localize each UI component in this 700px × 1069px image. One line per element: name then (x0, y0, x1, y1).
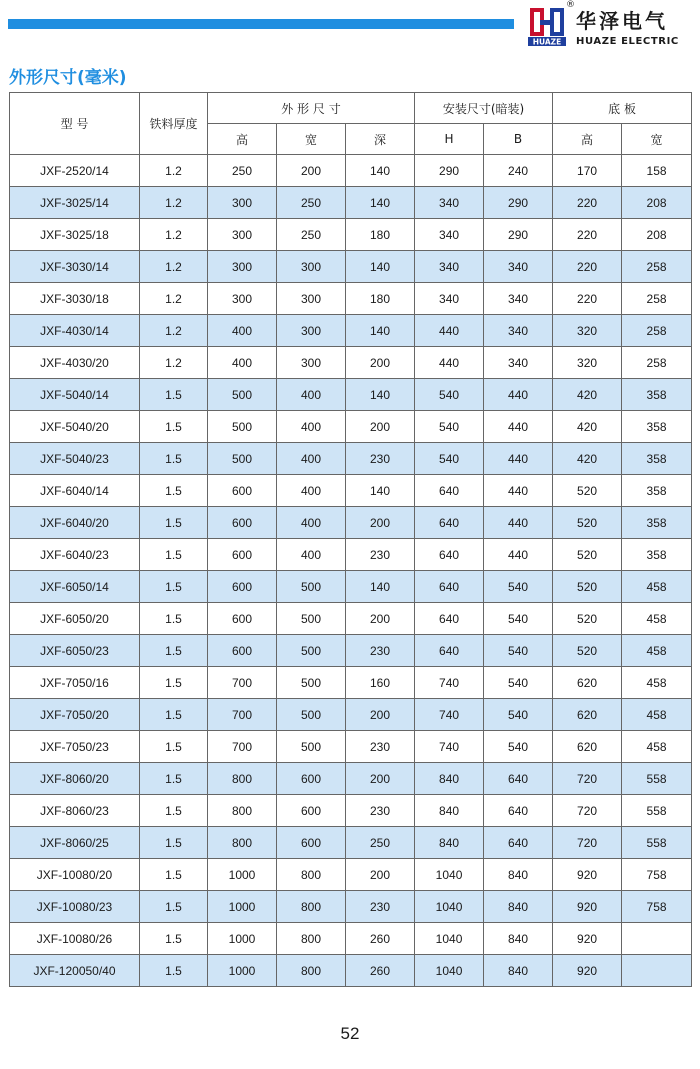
table-cell: JXF-6050/14 (10, 571, 140, 603)
table-row (10, 731, 692, 763)
table-cell: 440 (484, 475, 553, 507)
table-cell: 1.2 (140, 315, 208, 347)
table-cell: 500 (277, 699, 346, 731)
table-cell: 458 (622, 571, 692, 603)
header-accent-bar (8, 19, 514, 29)
table-cell: 558 (622, 827, 692, 859)
table-cell: 340 (484, 251, 553, 283)
table-row (10, 475, 692, 507)
table-cell: 840 (484, 923, 553, 955)
table-cell: 290 (484, 219, 553, 251)
table-cell: 540 (415, 443, 484, 475)
table-cell: 640 (484, 827, 553, 859)
table-row (10, 539, 692, 571)
table-cell: 800 (208, 763, 277, 795)
table-cell: 720 (553, 795, 622, 827)
table-cell: 140 (346, 475, 415, 507)
table-cell: 920 (553, 891, 622, 923)
table-cell: 230 (346, 795, 415, 827)
huaze-logo (528, 6, 566, 46)
table-cell: 200 (346, 603, 415, 635)
table-cell: JXF-6050/20 (10, 603, 140, 635)
table-cell: 300 (208, 219, 277, 251)
table-cell: 358 (622, 475, 692, 507)
table-cell: JXF-4030/20 (10, 347, 140, 379)
table-cell: 300 (208, 251, 277, 283)
table-cell: JXF-5040/23 (10, 443, 140, 475)
table-cell: 520 (553, 635, 622, 667)
table-cell: 200 (277, 155, 346, 187)
table-row (10, 155, 692, 187)
page-number: 52 (340, 1024, 360, 1043)
table-cell: 208 (622, 219, 692, 251)
table-cell: 290 (484, 187, 553, 219)
table-cell: 1.5 (140, 475, 208, 507)
section-title: 外形尺寸(毫米) (9, 68, 127, 88)
table-cell: 1.2 (140, 187, 208, 219)
table-cell: 640 (415, 539, 484, 571)
table-cell: 540 (484, 571, 553, 603)
table-row (10, 507, 692, 539)
table-row (10, 571, 692, 603)
table-cell: 440 (484, 539, 553, 571)
table-row (10, 315, 692, 347)
table-cell: 220 (553, 219, 622, 251)
table-cell: 1.5 (140, 635, 208, 667)
table-cell: 800 (277, 891, 346, 923)
table-cell: 1.5 (140, 763, 208, 795)
table-cell: 340 (484, 347, 553, 379)
table-cell: 358 (622, 379, 692, 411)
table-cell: 258 (622, 251, 692, 283)
table-cell: 600 (277, 763, 346, 795)
table-cell: 840 (484, 955, 553, 987)
table-row (10, 283, 692, 315)
table-row (10, 219, 692, 251)
table-cell: 340 (415, 283, 484, 315)
col-header-model: 型 号 (10, 93, 140, 155)
table-cell: 700 (208, 667, 277, 699)
table-cell: 500 (208, 411, 277, 443)
table-cell: 1000 (208, 923, 277, 955)
table-cell: 260 (346, 955, 415, 987)
table-cell: 700 (208, 699, 277, 731)
table-cell: 400 (277, 443, 346, 475)
table-cell: JXF-120050/40 (10, 955, 140, 987)
table-cell: JXF-10080/26 (10, 923, 140, 955)
table-cell: JXF-3025/14 (10, 187, 140, 219)
table-row (10, 699, 692, 731)
table-cell: 558 (622, 795, 692, 827)
table-cell: 540 (484, 635, 553, 667)
table-cell: 620 (553, 731, 622, 763)
table-cell: 800 (208, 795, 277, 827)
table-cell: 140 (346, 315, 415, 347)
table-cell: 300 (277, 283, 346, 315)
table-cell: 208 (622, 187, 692, 219)
table-row (10, 379, 692, 411)
table-cell: 720 (553, 827, 622, 859)
table-cell: 720 (553, 763, 622, 795)
col-header-outer-height: 高 (208, 124, 277, 155)
logo-text: HUAZE (532, 37, 562, 46)
table-cell: 170 (553, 155, 622, 187)
col-header-base-width: 宽 (622, 124, 692, 155)
table-cell: 520 (553, 539, 622, 571)
table-row (10, 603, 692, 635)
table-cell: 1.5 (140, 699, 208, 731)
table-cell: 340 (484, 315, 553, 347)
col-header-install-dimensions: 安装尺寸(暗装) (415, 93, 553, 124)
table-cell: 540 (415, 411, 484, 443)
table-header (10, 93, 692, 155)
table-cell: 158 (622, 155, 692, 187)
table-cell: 340 (484, 283, 553, 315)
table-row (10, 827, 692, 859)
table-cell: 1.5 (140, 603, 208, 635)
table-cell: 458 (622, 699, 692, 731)
table-cell: 440 (484, 379, 553, 411)
table-row (10, 923, 692, 955)
table-row (10, 795, 692, 827)
table-cell: 1.5 (140, 411, 208, 443)
table-cell: JXF-10080/20 (10, 859, 140, 891)
table-cell: 400 (277, 411, 346, 443)
table-cell: 358 (622, 443, 692, 475)
col-header-install-h: H (415, 124, 484, 155)
table-cell: 640 (415, 475, 484, 507)
table-cell: 400 (277, 507, 346, 539)
table-cell: JXF-6040/23 (10, 539, 140, 571)
table-cell: 220 (553, 283, 622, 315)
col-header-install-b: B (484, 124, 553, 155)
table-cell: 600 (208, 571, 277, 603)
table-cell: 1.2 (140, 251, 208, 283)
table-cell: 640 (415, 603, 484, 635)
table-cell: 1.5 (140, 731, 208, 763)
table-cell: 230 (346, 443, 415, 475)
table-cell: 440 (484, 411, 553, 443)
table-cell: 640 (484, 795, 553, 827)
table-cell: JXF-3030/14 (10, 251, 140, 283)
table-cell: 500 (208, 443, 277, 475)
table-cell: 340 (415, 219, 484, 251)
table-cell: 258 (622, 347, 692, 379)
table-cell: JXF-2520/14 (10, 155, 140, 187)
table-cell: 400 (208, 315, 277, 347)
table-cell: 220 (553, 251, 622, 283)
table-cell: 1.5 (140, 859, 208, 891)
table-cell: JXF-6040/14 (10, 475, 140, 507)
table-cell: 600 (208, 507, 277, 539)
table-cell: 200 (346, 763, 415, 795)
table-cell: JXF-5040/14 (10, 379, 140, 411)
table-cell: 500 (277, 603, 346, 635)
table-cell: 740 (415, 667, 484, 699)
table-cell: JXF-3025/18 (10, 219, 140, 251)
table-cell: 1040 (415, 859, 484, 891)
table-cell: 230 (346, 731, 415, 763)
table-cell: 290 (415, 155, 484, 187)
table-cell: 320 (553, 315, 622, 347)
table-cell: 600 (208, 635, 277, 667)
table-cell: 1.5 (140, 795, 208, 827)
table-cell: 800 (277, 859, 346, 891)
table-cell: 260 (346, 923, 415, 955)
table-cell: 758 (622, 891, 692, 923)
table-cell: 440 (415, 347, 484, 379)
table-cell: 458 (622, 731, 692, 763)
table-cell: 740 (415, 731, 484, 763)
table-cell: 540 (484, 667, 553, 699)
table-cell: 300 (208, 283, 277, 315)
table-cell: 300 (277, 315, 346, 347)
table-cell: 250 (277, 219, 346, 251)
table-cell: 400 (277, 539, 346, 571)
table-cell: 600 (208, 603, 277, 635)
table-row (10, 635, 692, 667)
table-cell: 640 (484, 763, 553, 795)
col-header-outer-width: 宽 (277, 124, 346, 155)
col-header-base-plate: 底 板 (553, 93, 692, 124)
table-cell: 740 (415, 699, 484, 731)
table-cell: 540 (415, 379, 484, 411)
table-cell: 420 (553, 379, 622, 411)
dimension-table (9, 92, 692, 987)
table-cell: 600 (277, 827, 346, 859)
table-cell: 600 (277, 795, 346, 827)
table-cell: 520 (553, 571, 622, 603)
table-cell: 840 (415, 827, 484, 859)
table-cell: 600 (208, 475, 277, 507)
table-cell: 1.2 (140, 155, 208, 187)
table-cell: 620 (553, 667, 622, 699)
table-cell: 458 (622, 635, 692, 667)
table-cell: 1000 (208, 955, 277, 987)
table-cell: 540 (484, 603, 553, 635)
table-cell: JXF-7050/16 (10, 667, 140, 699)
table-cell: 1000 (208, 859, 277, 891)
table-cell: 140 (346, 379, 415, 411)
table-cell: 180 (346, 219, 415, 251)
table-cell: 800 (208, 827, 277, 859)
table-cell: 1.5 (140, 539, 208, 571)
table-cell: 258 (622, 315, 692, 347)
table-cell: 1.2 (140, 283, 208, 315)
table-cell: 620 (553, 699, 622, 731)
table-cell: JXF-8060/25 (10, 827, 140, 859)
table-cell: 840 (415, 763, 484, 795)
table-row (10, 187, 692, 219)
table-cell: 200 (346, 411, 415, 443)
table-cell: 920 (553, 859, 622, 891)
table-cell: 300 (277, 347, 346, 379)
table-cell: 320 (553, 347, 622, 379)
table-cell: 140 (346, 187, 415, 219)
table-body (10, 155, 692, 987)
table-cell: 258 (622, 283, 692, 315)
table-row (10, 251, 692, 283)
table-cell: 1.5 (140, 955, 208, 987)
table-cell: 358 (622, 539, 692, 571)
table-cell: JXF-7050/23 (10, 731, 140, 763)
table-cell: 520 (553, 475, 622, 507)
table-row (10, 443, 692, 475)
table-cell: 440 (415, 315, 484, 347)
table-cell: JXF-8060/20 (10, 763, 140, 795)
table-cell: JXF-4030/14 (10, 315, 140, 347)
table-cell: 500 (277, 667, 346, 699)
table-cell: 230 (346, 635, 415, 667)
table-cell: 140 (346, 155, 415, 187)
table-cell: 500 (277, 571, 346, 603)
table-cell: 500 (277, 731, 346, 763)
table-row (10, 891, 692, 923)
table-cell: 200 (346, 859, 415, 891)
table-cell: 230 (346, 539, 415, 571)
table-cell: 358 (622, 507, 692, 539)
table-cell: 400 (208, 347, 277, 379)
table-cell: 200 (346, 507, 415, 539)
table-cell: JXF-6040/20 (10, 507, 140, 539)
table-cell: 200 (346, 699, 415, 731)
table-cell: 140 (346, 251, 415, 283)
table-cell: 520 (553, 507, 622, 539)
table-cell: 250 (277, 187, 346, 219)
table-cell: 240 (484, 155, 553, 187)
table-cell: 340 (415, 251, 484, 283)
table-cell: 420 (553, 411, 622, 443)
table-cell: 1.2 (140, 347, 208, 379)
col-header-thickness: 铁料厚度 (140, 93, 208, 155)
table-cell: 300 (208, 187, 277, 219)
table-cell: 1.2 (140, 219, 208, 251)
table-cell: 250 (208, 155, 277, 187)
table-cell: 540 (484, 699, 553, 731)
table-cell: 440 (484, 507, 553, 539)
table-cell: 500 (208, 379, 277, 411)
table-row (10, 411, 692, 443)
table-cell: 800 (277, 955, 346, 987)
table-cell: JXF-3030/18 (10, 283, 140, 315)
table-cell: JXF-10080/23 (10, 891, 140, 923)
table-cell: 520 (553, 603, 622, 635)
table-cell: 840 (415, 795, 484, 827)
table-cell: 840 (484, 859, 553, 891)
table-cell: 640 (415, 635, 484, 667)
table-cell: 1.5 (140, 507, 208, 539)
table-cell: 600 (208, 539, 277, 571)
table-cell: 758 (622, 859, 692, 891)
table-cell: 1040 (415, 891, 484, 923)
table-row (10, 667, 692, 699)
table-cell: 400 (277, 379, 346, 411)
table-cell: 1.5 (140, 379, 208, 411)
table-row (10, 763, 692, 795)
table-cell: 300 (277, 251, 346, 283)
table-cell: 1.5 (140, 571, 208, 603)
table-cell: 700 (208, 731, 277, 763)
registered-mark: ® (566, 0, 575, 10)
table-cell: 400 (277, 475, 346, 507)
table-cell: 220 (553, 187, 622, 219)
table-cell: 1.5 (140, 443, 208, 475)
table-cell: 340 (415, 187, 484, 219)
table-cell (622, 955, 692, 987)
table-cell (622, 923, 692, 955)
table-cell: 180 (346, 283, 415, 315)
table-cell: 160 (346, 667, 415, 699)
table-cell: 500 (277, 635, 346, 667)
table-cell: 920 (553, 923, 622, 955)
table-row (10, 347, 692, 379)
table-cell: JXF-8060/23 (10, 795, 140, 827)
table-cell: 1.5 (140, 923, 208, 955)
table-cell: 440 (484, 443, 553, 475)
table-cell: 1040 (415, 955, 484, 987)
table-cell: 640 (415, 571, 484, 603)
col-header-base-height: 高 (553, 124, 622, 155)
col-header-outer-dimensions: 外 形 尺 寸 (208, 93, 415, 124)
table-cell: 420 (553, 443, 622, 475)
table-cell: 920 (553, 955, 622, 987)
table-cell: 1.5 (140, 827, 208, 859)
table-cell: 640 (415, 507, 484, 539)
table-cell: 458 (622, 603, 692, 635)
table-cell: 1000 (208, 891, 277, 923)
table-cell: 800 (277, 923, 346, 955)
table-cell: 358 (622, 411, 692, 443)
table-cell: 1.5 (140, 667, 208, 699)
table-row (10, 955, 692, 987)
table-cell: JXF-6050/23 (10, 635, 140, 667)
col-header-outer-depth: 深 (346, 124, 415, 155)
table-cell: 540 (484, 731, 553, 763)
table-cell: 200 (346, 347, 415, 379)
table-cell: 1040 (415, 923, 484, 955)
table-cell: 140 (346, 571, 415, 603)
brand-name-en: HUAZE ELECTRIC (576, 36, 679, 47)
table-row (10, 859, 692, 891)
table-cell: JXF-5040/20 (10, 411, 140, 443)
table-cell: 230 (346, 891, 415, 923)
table-cell: 840 (484, 891, 553, 923)
table-cell: 458 (622, 667, 692, 699)
brand-name-cn: 华泽电气 (576, 9, 668, 33)
table-cell: 1.5 (140, 891, 208, 923)
table-cell: 558 (622, 763, 692, 795)
table-cell: 250 (346, 827, 415, 859)
table-cell: JXF-7050/20 (10, 699, 140, 731)
